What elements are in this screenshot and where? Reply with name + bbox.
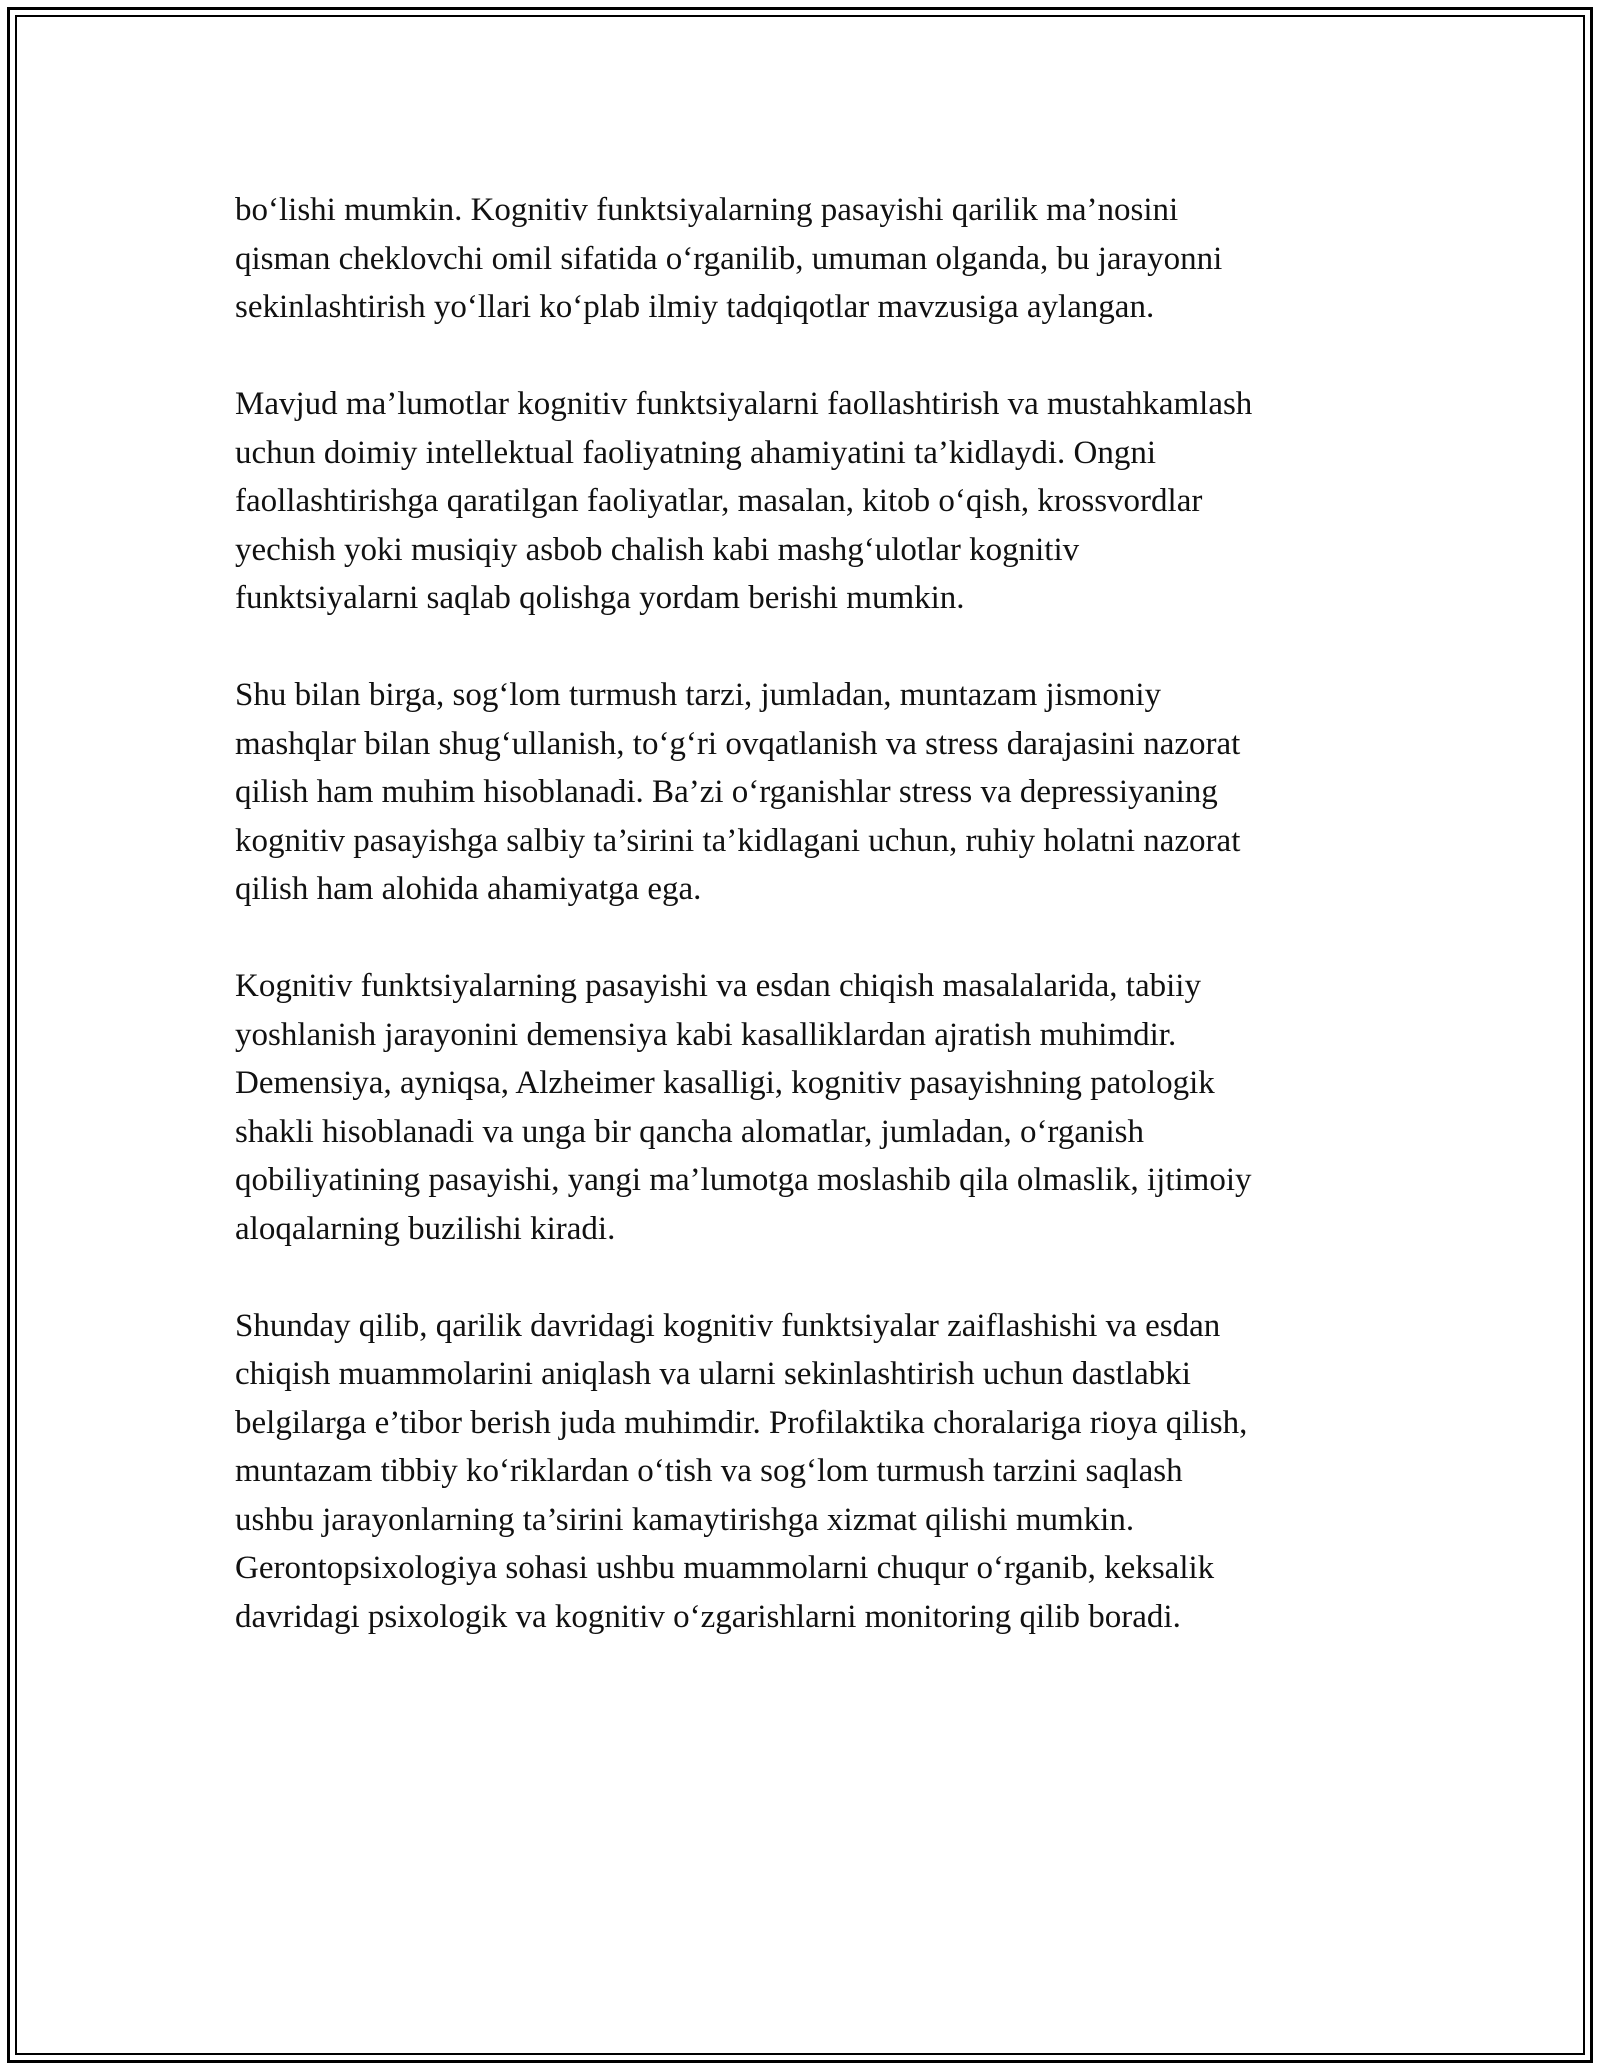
text-line: mashqlar bilan shug‘ullanish, to‘g‘ri ovqatlanish va stress darajasini nazorat (235, 725, 1241, 762)
text-line: uchun doimiy intellektual faoliyatning ahamiyatini ta’kidlaydi. Ongni (235, 434, 1157, 471)
text-line: shakli hisoblanadi va unga bir qancha alomatlar, jumladan, o‘rganish (235, 1113, 1144, 1150)
text-line: faollashtirishga qaratilgan faoliyatlar, masalan, kitob o‘qish, krossvordlar (235, 483, 1203, 519)
text-line: Shu bilan birga, sog‘lom turmush tarzi, jumladan, muntazam jismoniy (235, 677, 1162, 713)
text-line: qilish ham muhim hisoblanadi. Ba’zi o‘rganishlar stress va depressiyaning (235, 774, 1218, 810)
text-line: yoshlanish jarayonini demensiya kabi kasalliklardan ajratish muhimdir. (235, 1016, 1177, 1053)
text-line: kognitiv pasayishga salbiy ta’sirini ta’kidlagani uchun, ruhiy holatni nazorat (235, 822, 1241, 859)
text-line: Demensiya, ayniqsa, Alzheimer kasalligi, kognitiv pasayishning patologik (235, 1065, 1215, 1101)
paragraph-4 (235, 962, 1385, 1253)
text-line: davridagi psixologik va kognitiv o‘zgarishlarni monitoring qilib boradi. (235, 1598, 1181, 1635)
paragraph-3 (235, 671, 1385, 914)
text-line: Mavjud ma’lumotlar kognitiv funktsiyalarni faollashtirish va mustahkamlash (235, 386, 1253, 422)
paragraph-1 (235, 186, 1385, 332)
text-line: chiqish muammolarini aniqlash va ularni sekinlashtirish uchun dastlabki (235, 1356, 1191, 1392)
text-line: qisman cheklovchi omil sifatida o‘rganilib, umuman olganda, bu jarayonni (235, 240, 1223, 277)
text-line: muntazam tibbiy ko‘riklardan o‘tish va sog‘lom turmush tarzini saqlash (235, 1453, 1183, 1489)
text-line: qilish ham alohida ahamiyatga ega. (235, 871, 702, 907)
text-line: funktsiyalarni saqlab qolishga yordam berishi mumkin. (235, 580, 965, 616)
text-line: belgilarga e’tibor berish juda muhimdir. Profilaktika choralariga rioya qilish, (235, 1404, 1248, 1441)
text-line: Shunday qilib, qarilik davridagi kognitiv funktsiyalar zaiflashishi va esdan (235, 1307, 1221, 1344)
paragraph-5 (235, 1302, 1385, 1642)
text-line: ushbu jarayonlarning ta’sirini kamaytirishga xizmat qilishi mumkin. (235, 1501, 1135, 1538)
paragraph-2 (235, 380, 1385, 623)
document-body (235, 186, 1385, 1690)
text-line: yechish yoki musiqiy asbob chalish kabi mashg‘ulotlar kognitiv (235, 531, 1080, 568)
text-line: bo‘lishi mumkin. Kognitiv funktsiyalarning pasayishi qarilik ma’nosini (235, 192, 1179, 228)
text-line: Kognitiv funktsiyalarning pasayishi va esdan chiqish masalalarida, tabiiy (235, 968, 1201, 1004)
text-line: Gerontopsixologiya sohasi ushbu muammolarni chuqur o‘rganib, keksalik (235, 1550, 1215, 1586)
text-line: aloqalarning buzilishi kiradi. (235, 1210, 616, 1247)
text-line: qobiliyatining pasayishi, yangi ma’lumotga moslashib qila olmaslik, ijtimoiy (235, 1162, 1252, 1198)
text-line: sekinlashtirish yo‘llari ko‘plab ilmiy tadqiqotlar mavzusiga aylangan. (235, 289, 1155, 325)
